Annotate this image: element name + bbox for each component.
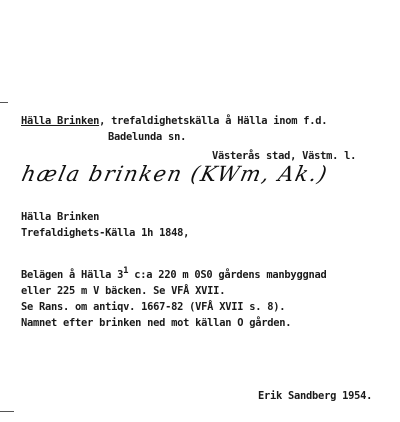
location-text-a: Belägen å Hälla 3 [21, 269, 124, 281]
location-text-b: c:a 220 m 0S0 gårdens manbyggnad [128, 269, 327, 281]
place-description: , trefaldighetskälla å Hälla inom f.d. [99, 115, 328, 127]
handwritten-name: hæla brinken (KWm, Ak.) [19, 162, 331, 186]
name-origin-line: Namnet efter brinken ned mot källan O gården. [21, 317, 292, 329]
header-line-1 [21, 116, 327, 126]
location-line-1 [21, 266, 327, 281]
location-line-2: eller 225 m V bäcken. Se VFÅ XVII. [21, 285, 226, 297]
name-form-2: Trefaldighets-Källa 1h 1848, [21, 227, 190, 239]
name-form-1: Hälla Brinken [21, 211, 100, 223]
signature: Erik Sandberg 1954. [258, 390, 373, 402]
place-name-title: Hälla Brinken [21, 115, 100, 127]
parish-line: Badelunda sn. [108, 131, 187, 143]
card-edge-mark [0, 102, 8, 103]
source-line: Se Rans. om antiqv. 1667-82 (VFÅ XVII s. 8). [21, 301, 286, 313]
location-superscript: 1 [123, 266, 129, 276]
district-line: Västerås stad, Västm. l. [212, 150, 357, 162]
card-edge-mark-bottom [0, 411, 14, 412]
